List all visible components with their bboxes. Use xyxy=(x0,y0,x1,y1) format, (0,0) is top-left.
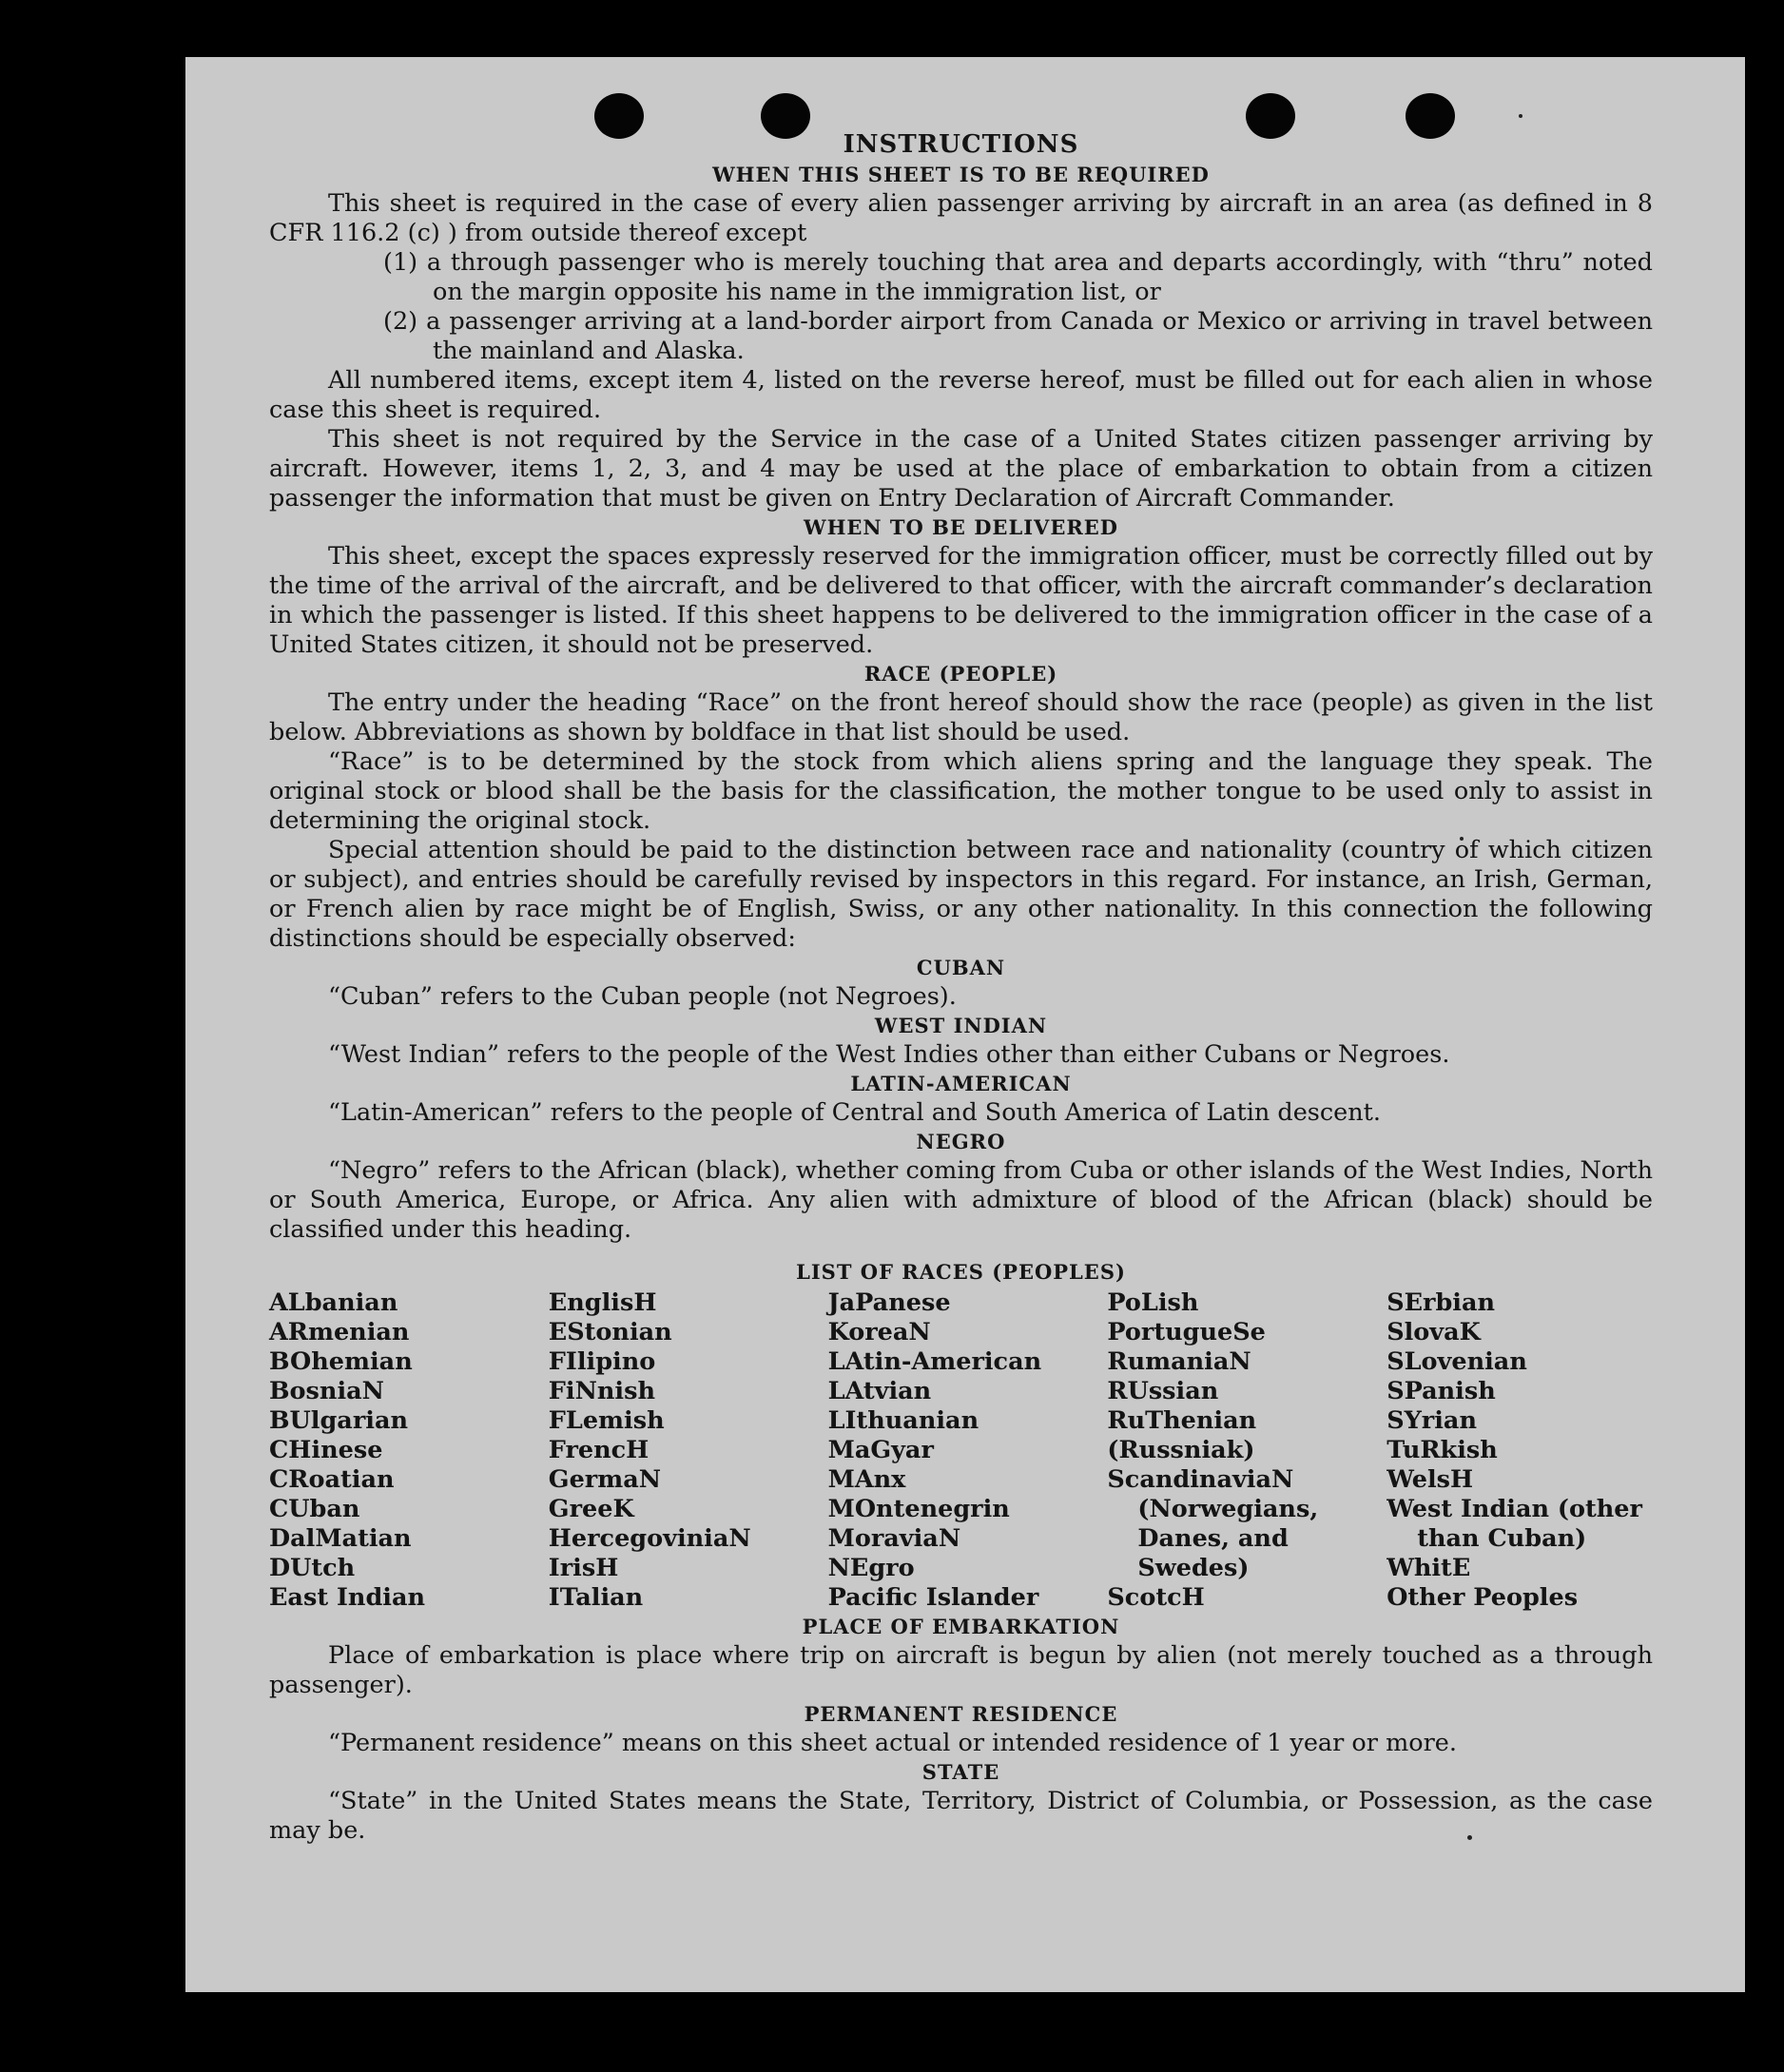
race-list-item: Pacific Islander xyxy=(827,1583,1039,1612)
race-list-item: LIthuanian xyxy=(827,1406,979,1435)
race-list-item: WelsH xyxy=(1386,1465,1474,1494)
race-list-item: RUssian xyxy=(1107,1377,1219,1405)
races-list xyxy=(269,1288,1653,1613)
race-list-item: FIlipino xyxy=(548,1347,656,1376)
west-indian-para: “West Indian” refers to the people of the West Indies other than either Cubans or Negroes. xyxy=(328,1040,1450,1069)
race-list-item: SPanish xyxy=(1386,1377,1496,1405)
embarkation-para: Place of embarkation is place where trip on aircraft is begun by alien (not merely touched as a through passenger). xyxy=(269,1641,1653,1699)
heading-state: STATE xyxy=(921,1760,1000,1784)
document-sheet xyxy=(185,57,1745,1992)
required-para-3: This sheet is not required by the Service in the case of a United States citizen passenger arriving by aircraft. However, items 1, 2, 3, and 4 may be used at the place of embarkation to obtain from a citizen passenger the information that must be given on Entry Declaration of Aircraft Commander. xyxy=(269,425,1653,513)
heading-list-of-races: LIST OF RACES (PEOPLES) xyxy=(796,1260,1126,1284)
race-list-item: West Indian (other than Cuban) xyxy=(1386,1495,1642,1553)
race-list-item: ITalian xyxy=(548,1583,644,1612)
cuban-para: “Cuban” refers to the Cuban people (not Negroes). xyxy=(328,982,957,1011)
race-list-item: KoreaN xyxy=(827,1318,931,1346)
race-list-item: JaPanese xyxy=(827,1288,951,1317)
delivered-para: This sheet, except the spaces expressly reserved for the immigration officer, must be correctly filled out by the time of the arrival of the aircraft, and be delivered to that officer, with the aircraft commander’s declaration in which the passenger is listed. If this sheet happens to be delivered to the immigration officer in the case of a United States citizen, it should not be preserved. xyxy=(269,542,1653,659)
race-list-item: FiNnish xyxy=(548,1377,656,1405)
race-list-item: SlovaK xyxy=(1386,1318,1481,1346)
race-list-item: FrencH xyxy=(548,1436,650,1464)
race-list-item: CUban xyxy=(269,1495,360,1523)
heading-cuban: CUBAN xyxy=(916,956,1006,979)
race-list-item: MoraviaN xyxy=(827,1524,961,1553)
race-list-item: RumaniaN xyxy=(1107,1347,1251,1376)
exception-item-1: (1) a through passenger who is merely touching that area and departs accordingly, with “thru” noted on the margin opposite his name in the immigration list, or xyxy=(383,248,1653,306)
required-intro: This sheet is required in the case of every alien passenger arriving by aircraft in an area (as defined in 8 CFR 116.2 (c) ) from outside thereof except xyxy=(269,189,1653,247)
heading-permanent-residence: PERMANENT RESIDENCE xyxy=(804,1702,1118,1726)
required-para-2: All numbered items, except item 4, listed on the reverse hereof, must be filled out for each alien in whose case this sheet is required. xyxy=(269,366,1653,424)
heading-when-delivered: WHEN TO BE DELIVERED xyxy=(803,515,1118,539)
heading-latin-american: LATIN-AMERICAN xyxy=(850,1072,1072,1095)
race-list-item: ALbanian xyxy=(269,1288,398,1317)
state-para: “State” in the United States means the State, Territory, District of Columbia, or Possession, as the case may be. xyxy=(269,1787,1653,1845)
residence-para: “Permanent residence” means on this sheet actual or intended residence of 1 year or more. xyxy=(328,1729,1457,1757)
race-list-item: PoLish xyxy=(1107,1288,1199,1317)
heading-negro: NEGRO xyxy=(916,1130,1006,1153)
latin-american-para: “Latin-American” refers to the people of Central and South America of Latin descent. xyxy=(328,1098,1382,1127)
page-title: INSTRUCTIONS xyxy=(843,130,1079,159)
race-list-item: IrisH xyxy=(548,1554,619,1582)
heading-west-indian: WEST INDIAN xyxy=(874,1014,1048,1037)
race-list-item: SYrian xyxy=(1386,1406,1477,1435)
speck xyxy=(1519,114,1522,118)
race-list-item: BosniaN xyxy=(269,1377,384,1405)
race-list-item: ARmenian xyxy=(269,1318,410,1346)
heading-race: RACE (PEOPLE) xyxy=(863,662,1058,686)
race-list-item: SLovenian xyxy=(1386,1347,1527,1376)
race-list-item: BUlgarian xyxy=(269,1406,409,1435)
race-list-item: PortugueSe xyxy=(1107,1318,1266,1346)
race-list-item: EStonian xyxy=(548,1318,672,1346)
heading-embarkation: PLACE OF EMBARKATION xyxy=(802,1615,1120,1638)
race-list-item: TuRkish xyxy=(1386,1436,1498,1464)
race-list-item: WhitE xyxy=(1386,1554,1471,1582)
race-list-item: LAtvian xyxy=(827,1377,932,1405)
race-list-item: East Indian xyxy=(269,1583,426,1612)
race-list-item: EnglisH xyxy=(548,1288,657,1317)
race-list-item: ScotcH xyxy=(1107,1583,1205,1612)
instructions-content xyxy=(269,128,1653,1846)
race-para-2: “Race” is to be determined by the stock from which aliens spring and the language they speak. The original stock or blood shall be the basis for the classification, the mother tongue to be used only to assist in determining the original stock. xyxy=(269,747,1653,835)
race-list-item: BOhemian xyxy=(269,1347,413,1376)
race-list-item: Other Peoples xyxy=(1386,1583,1579,1612)
race-list-item: MOntenegrin xyxy=(827,1495,1010,1523)
negro-para: “Negro” refers to the African (black), whether coming from Cuba or other islands of the West Indies, North or South America, Europe, or Africa. Any alien with admixture of blood of the African (black) should be classified under this heading. xyxy=(269,1156,1653,1244)
race-list-item: DUtch xyxy=(269,1554,356,1582)
race-list-item: NEgro xyxy=(827,1554,915,1582)
exception-list xyxy=(383,248,1653,366)
race-list-item: RuThenian (Russniak) xyxy=(1107,1406,1257,1464)
race-list-item: MaGyar xyxy=(827,1436,934,1464)
race-list-item: LAtin-American xyxy=(827,1347,1042,1376)
race-para-1: The entry under the heading “Race” on the front hereof should show the race (people) as given in the list below. Abbreviations as shown by boldface in that list should be used. xyxy=(269,688,1653,746)
race-list-item: SErbian xyxy=(1386,1288,1496,1317)
race-list-item: CRoatian xyxy=(269,1465,395,1494)
race-para-3: Special attention should be paid to the distinction between race and nationality (country of which citizen or subject), and entries should be carefully revised by inspectors in this regard. For instance, an Irish, German, or French alien by race might be of English, Swiss, or any other nationality. In this connection the following distinctions should be especially observed: xyxy=(269,836,1653,953)
race-list-item: ScandinaviaN (Norwegians, Danes, and Swedes) xyxy=(1107,1465,1319,1582)
race-list-item: GreeK xyxy=(548,1495,634,1523)
race-list-item: DalMatian xyxy=(269,1524,412,1553)
race-list-item: HercegoviniaN xyxy=(548,1524,751,1553)
heading-when-required: WHEN THIS SHEET IS TO BE REQUIRED xyxy=(712,163,1210,186)
exception-item-2: (2) a passenger arriving at a land-border airport from Canada or Mexico or arriving in travel between the mainland and Alaska. xyxy=(383,307,1653,365)
race-list-item: CHinese xyxy=(269,1436,383,1464)
race-list-item: GermaN xyxy=(548,1465,662,1494)
race-list-item: MAnx xyxy=(827,1465,906,1494)
race-list-item: FLemish xyxy=(548,1406,665,1435)
